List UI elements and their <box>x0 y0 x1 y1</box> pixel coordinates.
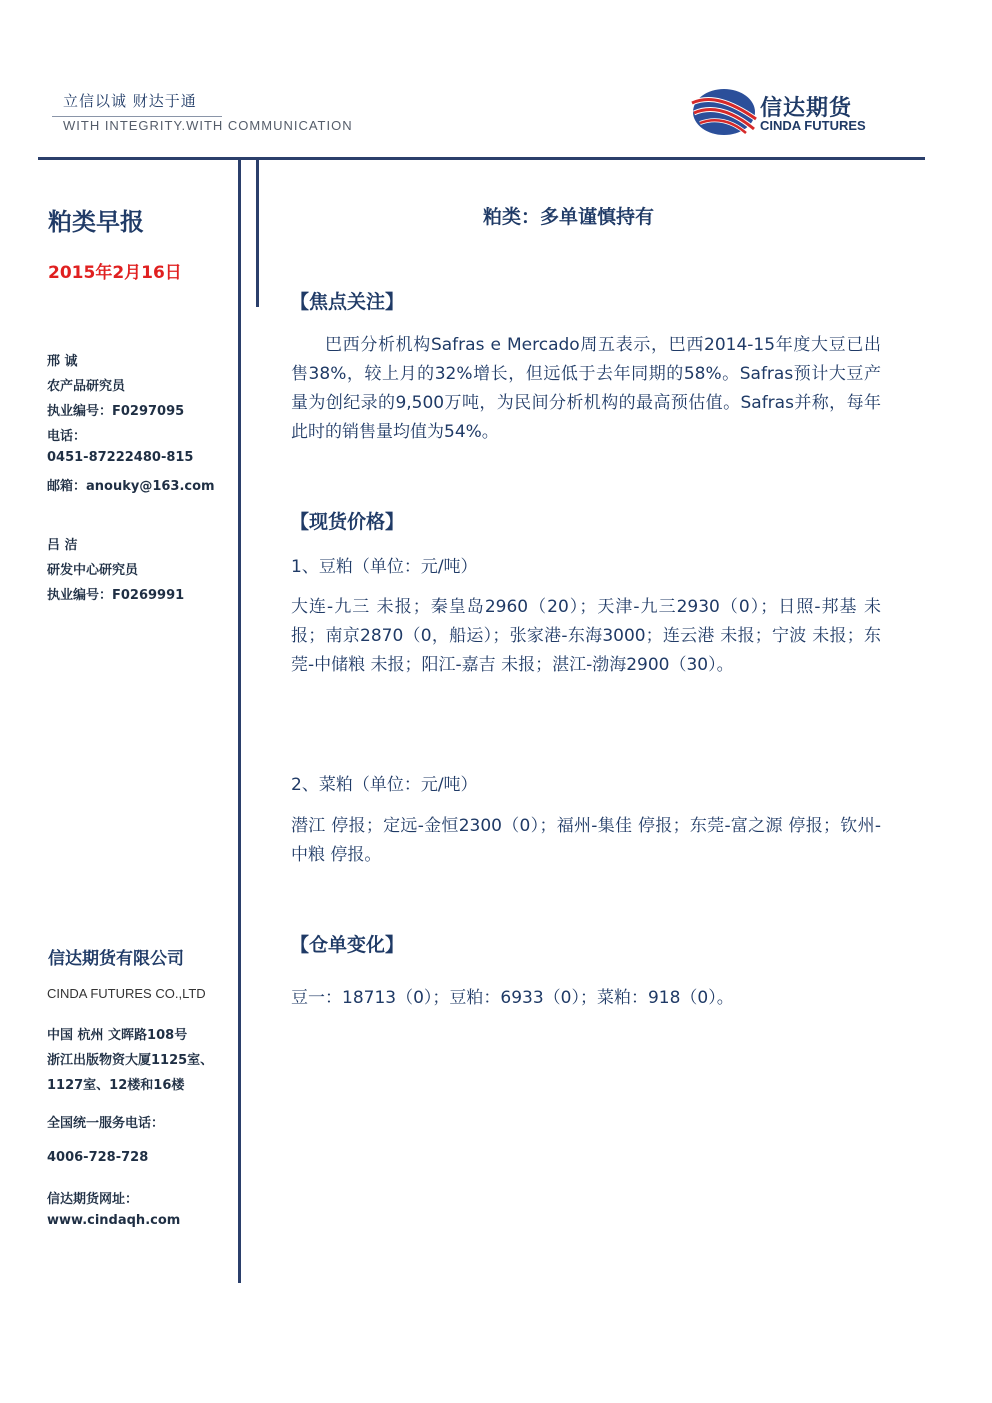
slogan-cn: 立信以诚 财达于通 <box>63 92 197 110</box>
company-name: 信达期货有限公司 <box>48 949 184 969</box>
slogan-divider <box>52 116 222 117</box>
analyst2-name: 吕 洁 <box>47 538 78 553</box>
slogan-en: WITH INTEGRITY.WITH COMMUNICATION <box>63 118 353 133</box>
cinda-logo-icon <box>690 85 758 137</box>
focus-heading: 【焦点关注】 <box>290 291 405 313</box>
analyst1-title: 农产品研究员 <box>47 379 126 394</box>
company-address-line3: 1127室、12楼和16楼 <box>47 1078 185 1093</box>
analyst1-phone: 0451-87222480-815 <box>47 450 194 465</box>
report-title: 粕类早报 <box>48 208 144 236</box>
analyst2-license: 执业编号：F0269991 <box>47 588 185 603</box>
website-label: 信达期货网址： <box>47 1192 139 1207</box>
report-date: 2015年2月16日 <box>48 263 182 283</box>
analyst1-name: 邢 诚 <box>47 354 78 369</box>
rapemeal-heading: 2、菜粕（单位：元/吨） <box>291 775 478 795</box>
analyst2-title: 研发中心研究员 <box>47 563 139 578</box>
logo-text-en: CINDA FUTURES <box>760 118 866 133</box>
hotline-label: 全国统一服务电话： <box>47 1116 165 1131</box>
logo-text-cn: 信达期货 <box>760 96 853 121</box>
analyst1-phone-label: 电话： <box>47 429 87 444</box>
focus-paragraph: 巴西分析机构Safras e Mercado周五表示，巴西2014-15年度大豆已出售38%，较上月的32%增长，但远低于去年同期的58%。Safras预计大豆产量为创纪录的9,500万吨，为民间分析机构的最高预估值。Safras并称，每年此时的销售量均值为54%。 <box>291 335 881 442</box>
company-address-line2: 浙江出版物资大厦1125室、 <box>47 1053 214 1068</box>
header-rule <box>38 157 925 160</box>
sidebar-divider-right <box>256 160 259 307</box>
sidebar-divider-left <box>238 160 241 1283</box>
company-name-en: CINDA FUTURES CO.,LTD <box>47 986 206 1001</box>
rapemeal-paragraph: 潜江 停报；定远-金恒2300（0）；福州-集佳 停报；东莞-富之源 停报；钦州-中粮 停报。 <box>291 816 881 865</box>
company-logo <box>690 85 930 140</box>
warehouse-heading: 【仓单变化】 <box>290 934 405 956</box>
soymeal-paragraph: 大连-九三 未报；秦皇岛2960（20）；天津-九三2930（0）；日照-邦基 未报；南京2870（0，船运）；张家港-东海3000；连云港 未报；宁波 未报；东莞-中储粮 未报；阳江-嘉吉 未报；湛江-渤海2900（30）。 <box>291 597 881 675</box>
analyst1-license: 执业编号：F0297095 <box>47 404 185 419</box>
company-address-line1: 中国 杭州 文晖路108号 <box>47 1028 188 1043</box>
analyst1-email[interactable]: 邮箱：anouky@163.com <box>47 479 215 494</box>
hotline-number: 4006-728-728 <box>47 1150 149 1165</box>
soymeal-heading: 1、豆粕（单位：元/吨） <box>291 557 478 577</box>
spot-heading: 【现货价格】 <box>290 511 405 533</box>
website-link[interactable]: www.cindaqh.com <box>47 1213 181 1228</box>
main-title: 粕类：多单谨慎持有 <box>483 206 655 228</box>
warehouse-paragraph: 豆一：18713（0）；豆粕：6933（0）；菜粕：918（0）。 <box>291 988 734 1008</box>
